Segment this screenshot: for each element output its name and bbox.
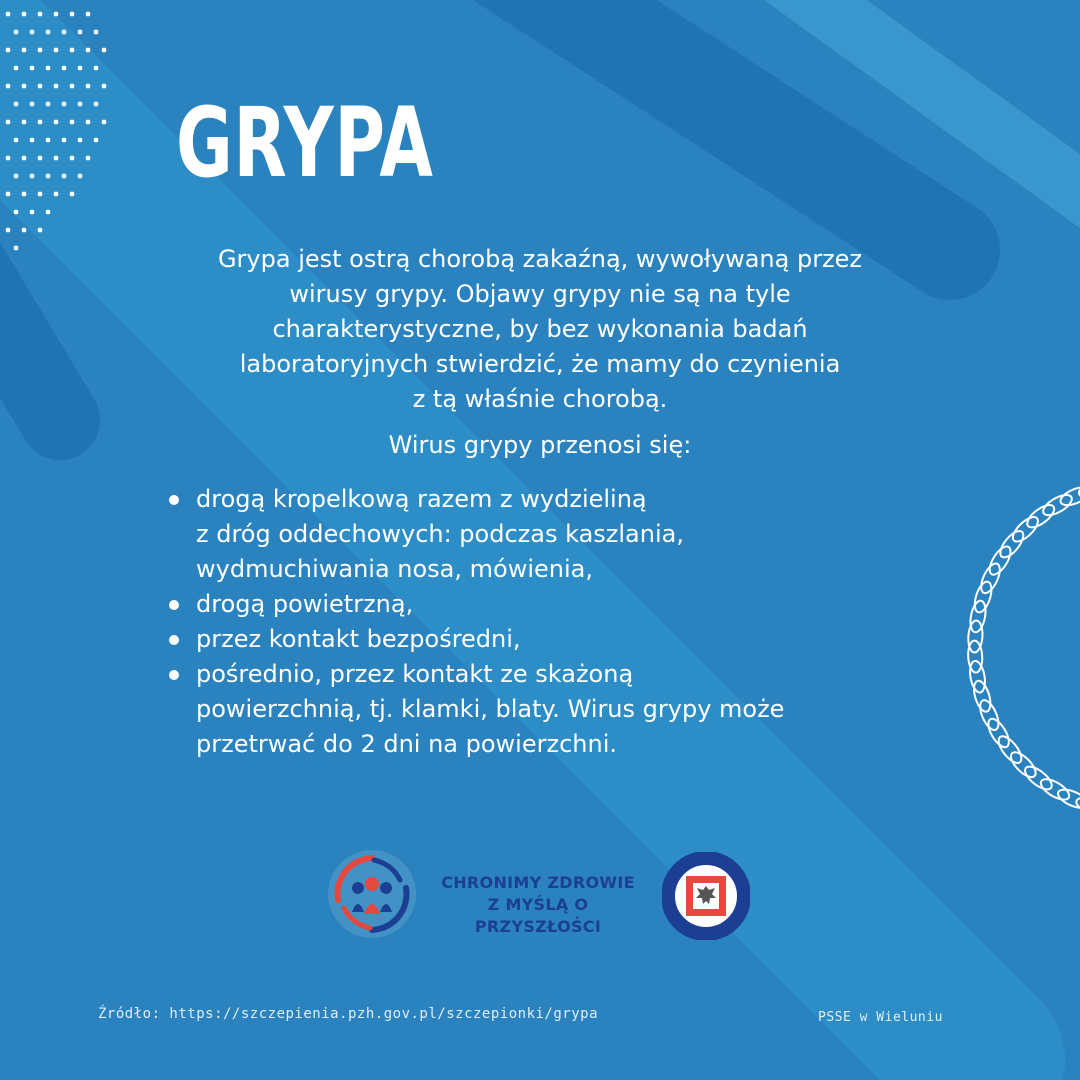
dot [62, 30, 67, 35]
coil-loop [1074, 794, 1080, 817]
dot [86, 120, 91, 125]
intro-line: charakterystyczne, by bez wykonania badań [272, 315, 808, 343]
coil-loop [1021, 763, 1055, 794]
dot [30, 102, 35, 107]
dot [6, 48, 11, 53]
dot [6, 192, 11, 197]
dot [78, 66, 83, 71]
dot [78, 30, 83, 35]
dot [46, 102, 51, 107]
list-item-line: powierzchnią, tj. klamki, blaty. Wirus grypy może [196, 695, 785, 723]
dot [38, 84, 43, 89]
coil-loop [1024, 501, 1058, 531]
coil-loop [1007, 748, 1040, 781]
dot [46, 30, 51, 35]
dot [22, 120, 27, 125]
dot [94, 138, 99, 143]
dot [22, 156, 27, 161]
dot [94, 102, 99, 107]
coil-loop [968, 599, 988, 633]
list-item [166, 657, 926, 762]
list-item-line: z dróg oddechowych: podczas kaszlania, [196, 520, 684, 548]
dot [22, 84, 27, 89]
coil-loop [995, 733, 1026, 767]
coil-loop [976, 698, 1002, 733]
transmission-list [166, 482, 926, 762]
intro-line: wirusy grypy. Objawy grypy nie są na tyle [289, 280, 791, 308]
dot [6, 156, 11, 161]
dot [38, 12, 43, 17]
dot [94, 30, 99, 35]
list-item-line: drogą kropelkową razem z wydzieliną [196, 485, 647, 513]
coil-loop [971, 580, 994, 615]
dot [30, 30, 35, 35]
dot [102, 120, 107, 125]
dot [70, 48, 75, 53]
dot [70, 120, 75, 125]
dot [22, 12, 27, 17]
list-item-line: przetrwać do 2 dni na powierzchni. [196, 730, 617, 758]
logo-bar [326, 848, 756, 940]
coil-loop [968, 660, 987, 694]
dot [54, 156, 59, 161]
intro-line: laboratoryjnych stwierdzić, że mamy do czynienia [239, 350, 841, 378]
dot [46, 66, 51, 71]
dot [38, 192, 43, 197]
list-item [166, 482, 926, 587]
dot [54, 84, 59, 89]
dot [70, 156, 75, 161]
source-note: Źródło: https://szczepienia.pzh.gov.pl/szczepionki/grypa [98, 1006, 599, 1022]
dot [102, 48, 107, 53]
dot [54, 192, 59, 197]
dot [54, 120, 59, 125]
dot [78, 102, 83, 107]
dot [22, 228, 27, 233]
dot [102, 84, 107, 89]
intro-line: Grypa jest ostrą chorobą zakaźną, wywoływaną przez [217, 245, 863, 273]
organization-label: PSSE w Wieluniu [818, 1010, 943, 1025]
dot [30, 138, 35, 143]
dot [14, 66, 19, 71]
dot [14, 210, 19, 215]
dot [6, 84, 11, 89]
intro-line: z tą właśnie chorobą. [412, 385, 668, 413]
dot [14, 174, 19, 179]
dot [86, 48, 91, 53]
dot [62, 66, 67, 71]
list-item-line: wydmuchiwania nosa, mówienia, [196, 555, 593, 583]
dot [30, 66, 35, 71]
dot [86, 156, 91, 161]
list-item [166, 622, 926, 657]
dot [6, 120, 11, 125]
list-item-line: pośrednio, przez kontakt ze skażoną [196, 660, 634, 688]
coil-loop [986, 543, 1015, 578]
dot [46, 138, 51, 143]
campaign-slogan [428, 872, 648, 938]
dot [38, 120, 43, 125]
family-hands-logo-icon [326, 848, 418, 940]
dot [38, 48, 43, 53]
dot [78, 138, 83, 143]
dot [30, 174, 35, 179]
dot [54, 48, 59, 53]
page-title: GRYPA [176, 87, 434, 199]
dot [94, 66, 99, 71]
dot [6, 12, 11, 17]
dot [70, 192, 75, 197]
coil-loop [1009, 513, 1042, 545]
dot [14, 30, 19, 35]
dot [30, 210, 35, 215]
coil-loop [971, 679, 994, 714]
list-item-line: przez kontakt bezpośredni, [196, 625, 521, 653]
dot [14, 102, 19, 107]
campaign-line: CHRONIMY ZDROWIE [441, 873, 635, 892]
dot [86, 12, 91, 17]
dot [62, 138, 67, 143]
dot [46, 210, 51, 215]
dot [62, 102, 67, 107]
list-item-line: drogą powietrzną, [196, 590, 414, 618]
dot [70, 12, 75, 17]
dot [62, 174, 67, 179]
dot [38, 156, 43, 161]
dot [54, 12, 59, 17]
intro-paragraph [110, 242, 970, 417]
dot [14, 138, 19, 143]
spread-heading: Wirus grypy przenosi się: [388, 431, 692, 459]
campaign-line: Z MYŚLĄ O PRZYSZŁOŚCI [474, 895, 602, 936]
dot [6, 228, 11, 233]
dot [22, 48, 27, 53]
dot [78, 174, 83, 179]
sanitary-inspection-seal-icon [662, 852, 750, 940]
dot [22, 192, 27, 197]
coil-spring-icon [967, 478, 1080, 820]
list-item [166, 587, 926, 622]
dot [46, 174, 51, 179]
coil-loop [996, 527, 1027, 561]
dot [70, 84, 75, 89]
dot [38, 228, 43, 233]
dot [86, 84, 91, 89]
dot [14, 246, 19, 251]
